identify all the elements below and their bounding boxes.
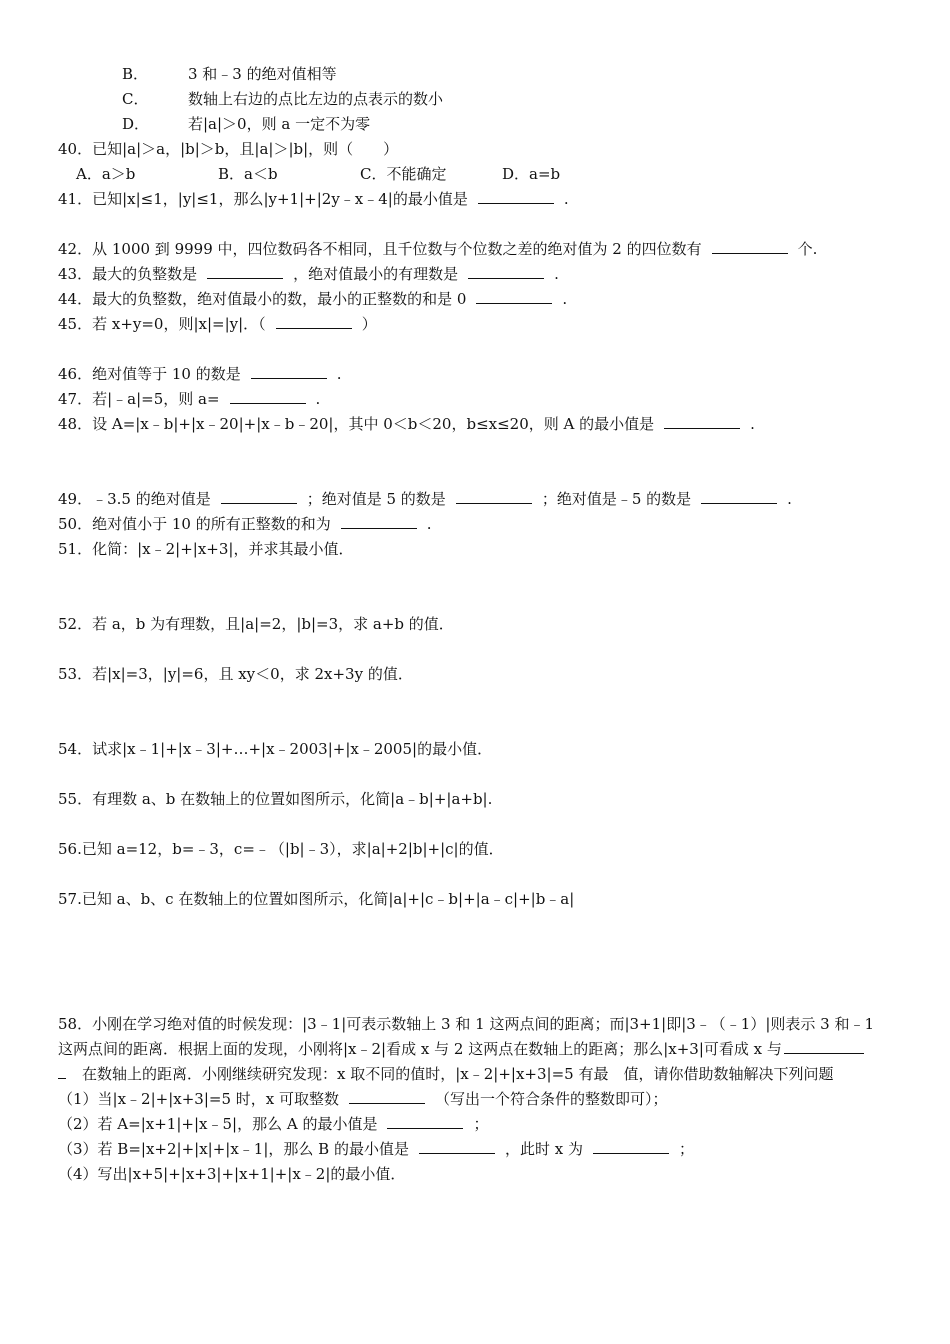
question-54: 54．试求|x﹣1|+|x﹣3|+…+|x﹣2003|+|x﹣2005|的最小值． <box>58 740 493 758</box>
question-58-sub3: （3）若 B=|x+2|+|x|+|x﹣1|，那么 B 的最小值是 ，此时 x 为 ； <box>58 1140 694 1158</box>
question-56: 56.已知 a=12，b=﹣3，c=﹣（|b|﹣3），求|a|+2|b|+|c|的值． <box>58 840 504 858</box>
answer-blank <box>230 389 306 404</box>
question-53: 53．若|x|=3，|y|=6，且 xy＜0，求 2x+3y 的值． <box>58 665 413 683</box>
answer-blank <box>664 414 740 429</box>
question-44: 44．最大的负整数，绝对值最小的数，最小的正整数的和是 0 . <box>58 290 568 308</box>
option-a: A．a＞b <box>76 165 136 183</box>
answer-blank <box>387 1114 463 1129</box>
question-50: 50．绝对值小于 10 的所有正整数的和为 . <box>58 515 432 533</box>
answer-blank <box>58 1064 66 1079</box>
option-d-prev: D． 若|a|＞0，则 a 一定不为零 <box>122 115 371 133</box>
option-c-prev: C． 数轴上右边的点比左边的点表示的数小 <box>122 90 444 108</box>
answer-blank <box>341 514 417 529</box>
answer-blank <box>221 489 297 504</box>
answer-blank <box>276 314 352 329</box>
question-58-sub4: （4）写出|x+5|+|x+3|+|x+1|+|x﹣2|的最小值． <box>58 1165 406 1183</box>
question-47: 47．若|﹣a|=5，则 a= . <box>58 390 321 408</box>
answer-blank <box>476 289 552 304</box>
answer-blank <box>251 364 327 379</box>
question-58-line3: 在数轴上的距离．小刚继续研究发现：x 取不同的值时，|x﹣2|+|x+3|=5 有最 值，请你借助数轴解决下列问题 <box>58 1064 833 1084</box>
question-43: 43．最大的负整数是 ，绝对值最小的有理数是 . <box>58 265 559 283</box>
answer-blank <box>701 489 777 504</box>
question-58-line1: 58．小刚在学习绝对值的时候发现：|3﹣1|可表示数轴上 3 和 1 这两点间的距离；而|3+1|即|3﹣（﹣1）|则表示 3 和﹣1 <box>58 1015 875 1033</box>
answer-blank <box>207 264 283 279</box>
option-b-prev: B． 3 和﹣3 的绝对值相等 <box>122 65 337 83</box>
answer-blank <box>712 239 788 254</box>
question-58-sub1: （1）当|x﹣2|+|x+3|=5 时，x 可取整数 （写出一个符合条件的整数即可）； <box>58 1090 668 1108</box>
question-48: 48．设 A=|x﹣b|+|x﹣20|+|x﹣b﹣20|，其中 0＜b＜20，b≤x≤20，则 A 的最小值是 . <box>58 415 755 433</box>
question-42: 42．从 1000 到 9999 中，四位数码各不相同，且千位数与个位数之差的绝对值为 2 的四位数有 个. <box>58 240 818 258</box>
answer-blank <box>349 1089 425 1104</box>
option-b: B．a＜b <box>218 165 278 183</box>
question-51: 51．化简：|x﹣2|+|x+3|，并求其最小值． <box>58 540 354 558</box>
answer-blank <box>456 489 532 504</box>
answer-blank <box>468 264 544 279</box>
option-c: C．不能确定 <box>360 165 447 183</box>
answer-blank <box>784 1039 864 1054</box>
question-57: 57.已知 a、b、c 在数轴上的位置如图所示，化简|a|+|c﹣b|+|a﹣c|+|b﹣a| <box>58 890 575 908</box>
answer-blank <box>419 1139 495 1154</box>
question-40: 40．已知|a|＞a，|b|＞b，且|a|＞|b|，则（ ） <box>58 140 399 158</box>
question-40-options <box>76 164 560 184</box>
question-58-sub2: （2）若 A=|x+1|+|x﹣5|，那么 A 的最小值是 ； <box>58 1115 489 1133</box>
question-46: 46．绝对值等于 10 的数是 . <box>58 365 342 383</box>
question-49: 49．﹣3.5 的绝对值是 ；绝对值是 5 的数是 ；绝对值是﹣5 的数是 . <box>58 490 792 508</box>
question-55: 55．有理数 a、b 在数轴上的位置如图所示，化简|a﹣b|+|a+b|. <box>58 790 493 808</box>
answer-blank <box>593 1139 669 1154</box>
question-41: 41．已知|x|≤1，|y|≤1，那么|y+1|+|2y﹣x﹣4|的最小值是 . <box>58 190 569 208</box>
question-45: 45．若 x+y=0，则|x|=|y|．（ ） <box>58 315 377 333</box>
question-52: 52．若 a，b 为有理数，且|a|=2，|b|=3，求 a+b 的值． <box>58 615 454 633</box>
option-d: D．a=b <box>502 165 561 183</box>
question-58-line2: 这两点间的距离．根据上面的发现，小刚将|x﹣2|看成 x 与 2 这两点在数轴上的距离；那么|x+3|可看成 x 与 <box>58 1039 864 1059</box>
answer-blank <box>478 189 554 204</box>
